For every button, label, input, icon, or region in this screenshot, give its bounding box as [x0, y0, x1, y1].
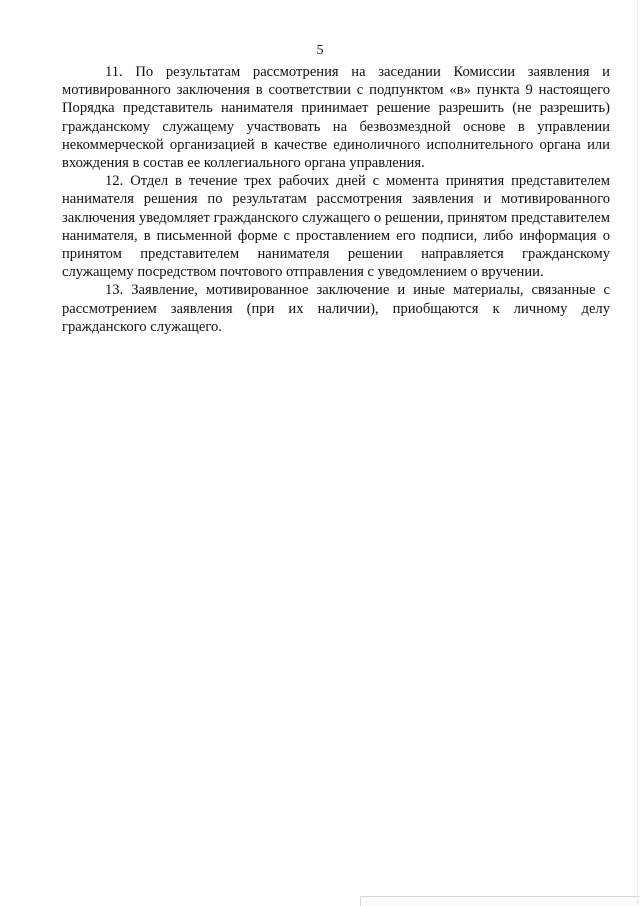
document-body: [62, 63, 610, 336]
page-number: 5: [316, 43, 324, 58]
paragraph-11: 11. По результатам рассмотрения на заседании Комиссии заявления и мотивированного заключения в соответствии с подпунктом «в» пункта 9 настоящего Порядка представитель нанимателя принимает решение разрешить (не разрешить) гражданскому служащему участвовать на безвозмездной основе в управлении некоммерческой организацией в качестве единоличного исполнительного органа или вхождения в состав ее коллегиального органа управления.: [62, 64, 610, 172]
scan-border-line: [637, 0, 638, 905]
paragraph-13: 13. Заявление, мотивированное заключение и иные материалы, связанные с рассмотрением заявления (при их наличии), приобщаются к личному делу гражданского служащего.: [62, 282, 610, 335]
paragraph-12: 12. Отдел в течение трех рабочих дней с момента принятия представителем нанимателя решения по результатам рассмотрения заявления и мотивированного заключения уведомляет гражданского служащего о решении, принятом представителем нанимателя, в письменной форме с проставлением его подписи, либо информация о принятом представителем нанимателя решении направляется гражданскому служащему посредством почтового отправления с уведомлением о вручении.: [62, 173, 610, 281]
